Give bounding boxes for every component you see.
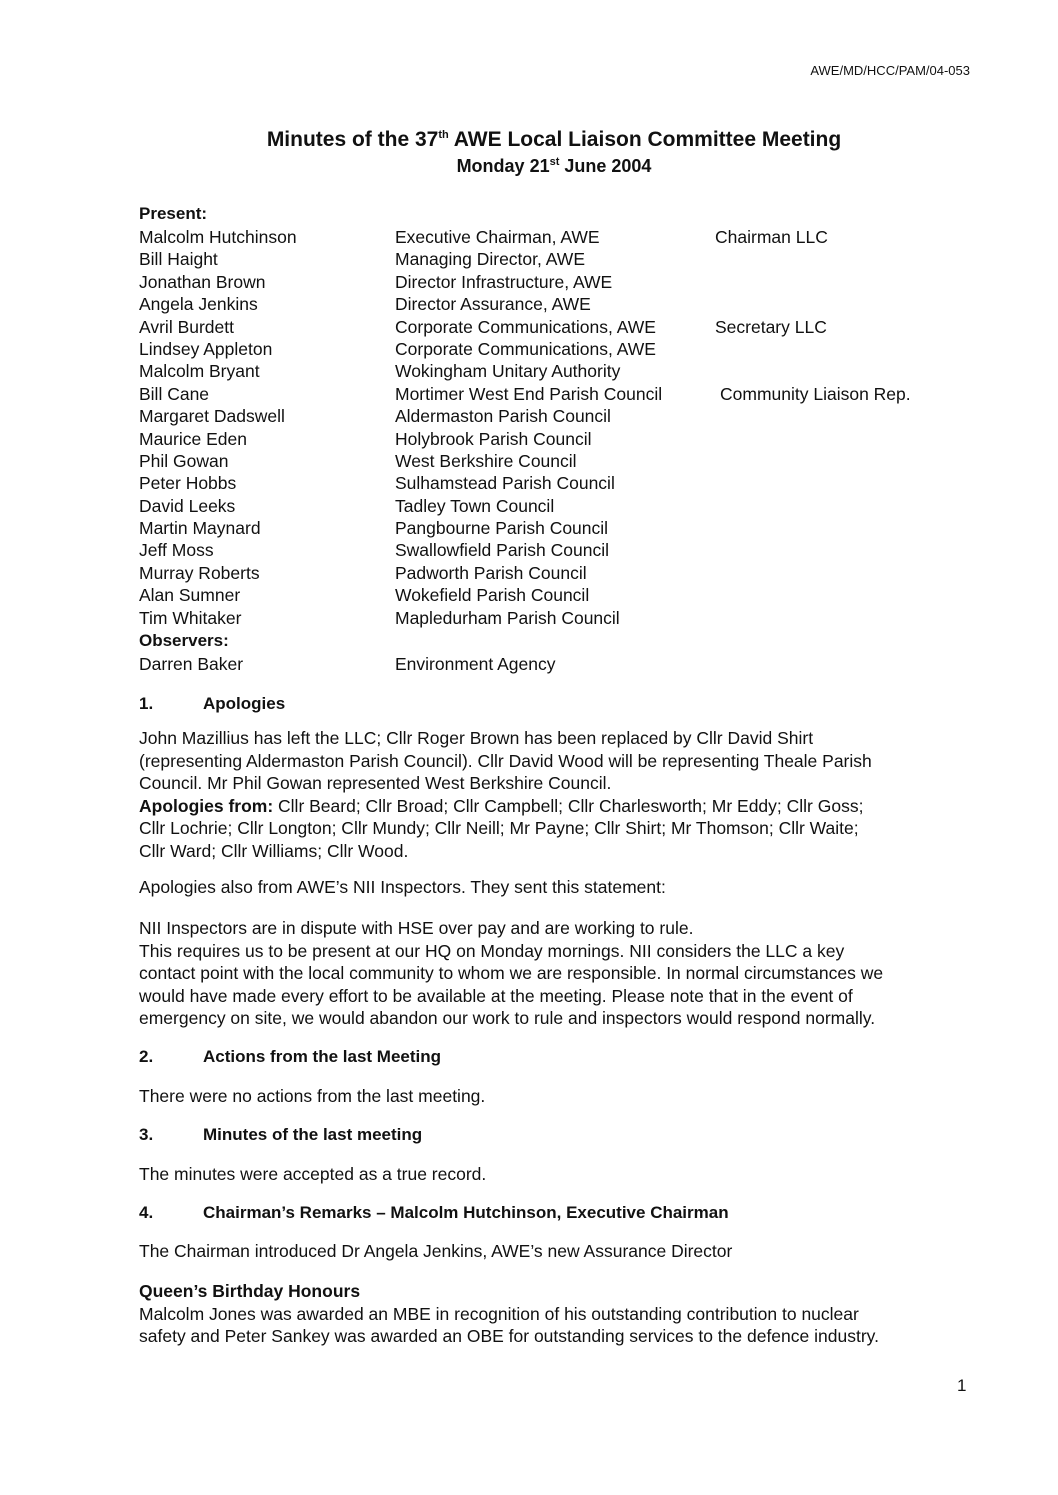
text-line: The minutes were accepted as a true record. bbox=[139, 1164, 487, 1184]
date-prefix: Monday 21 bbox=[456, 156, 550, 176]
section-heading-minutes bbox=[139, 1125, 422, 1145]
apologies-from-label: Apologies from: bbox=[139, 795, 274, 816]
attendee-name: Bill Haight bbox=[139, 249, 218, 270]
attendee-org: Director Assurance, AWE bbox=[395, 294, 591, 315]
attendee-org: Mortimer West End Parish Council bbox=[395, 383, 663, 404]
attendee-org: Corporate Communications, AWE bbox=[395, 338, 656, 359]
attendee-row bbox=[139, 518, 1019, 540]
attendee-row bbox=[139, 272, 1019, 294]
attendee-row bbox=[139, 384, 1019, 406]
section-number: 3. bbox=[139, 1125, 154, 1144]
attendee-name: Phil Gowan bbox=[139, 450, 229, 471]
date-ordinal: st bbox=[549, 156, 560, 168]
text-line: safety and Peter Sankey was awarded an OBE for outstanding services to the defence industry. bbox=[139, 1326, 879, 1346]
section-title: Minutes of the last meeting bbox=[203, 1125, 423, 1144]
attendee-row bbox=[139, 496, 1019, 518]
apologies-from-line bbox=[139, 795, 979, 818]
attendee-row bbox=[139, 361, 1019, 383]
attendee-org: Tadley Town Council bbox=[395, 495, 555, 516]
attendee-org: Holybrook Parish Council bbox=[395, 428, 592, 449]
attendee-role: Chairman LLC bbox=[715, 227, 828, 247]
attendee-role: Community Liaison Rep. bbox=[720, 383, 911, 404]
title-suffix: AWE Local Liaison Committee Meeting bbox=[448, 128, 842, 151]
attendee-org: West Berkshire Council bbox=[395, 450, 577, 471]
attendee-name: David Leeks bbox=[139, 495, 236, 516]
page-title bbox=[0, 128, 1058, 152]
attendee-org: Padworth Parish Council bbox=[395, 562, 587, 583]
attendee-org: Executive Chairman, AWE bbox=[395, 227, 600, 247]
text-line: contact point with the local community to whom we are responsible. In normal circumstances we bbox=[139, 963, 884, 983]
attendee-row bbox=[139, 317, 1019, 339]
attendee-org: Pangbourne Parish Council bbox=[395, 518, 609, 539]
section-title: Chairman’s Remarks – Malcolm Hutchinson, Executive Chairman bbox=[203, 1203, 729, 1222]
section-heading-actions bbox=[139, 1047, 441, 1067]
attendee-org: Wokefield Parish Council bbox=[395, 585, 590, 606]
attendee-name: Angela Jenkins bbox=[139, 294, 258, 315]
attendee-name: Malcolm Bryant bbox=[139, 361, 260, 382]
attendee-row bbox=[139, 429, 1019, 451]
attendee-row bbox=[139, 249, 1019, 271]
minutes-text bbox=[139, 1163, 979, 1186]
observer-row bbox=[139, 654, 1019, 676]
text-line: would have made every effort to be available at the meeting. Please note that in the event of bbox=[139, 985, 853, 1006]
attendee-row bbox=[139, 339, 1019, 361]
attendee-org: Director Infrastructure, AWE bbox=[395, 271, 613, 292]
title-ordinal: th bbox=[438, 129, 449, 141]
text-line: Malcolm Jones was awarded an MBE in recognition of his outstanding contribution to nuclear bbox=[139, 1303, 859, 1324]
page-number: 1 bbox=[957, 1376, 967, 1395]
observer-list bbox=[139, 654, 1019, 676]
apologies-from-names: Cllr Beard; Cllr Broad; Cllr Campbell; Cllr Charlesworth; Mr Eddy; Cllr Goss; bbox=[273, 795, 864, 816]
attendee-org: Swallowfield Parish Council bbox=[395, 540, 609, 561]
text-line: Cllr Ward; Cllr Williams; Cllr Wood. bbox=[139, 840, 409, 861]
text-line: Apologies also from AWE’s NII Inspectors. They sent this statement: bbox=[139, 877, 666, 897]
honours-block bbox=[139, 1280, 979, 1348]
text-line: The Chairman introduced Dr Angela Jenkins, AWE’s new Assurance Director bbox=[139, 1241, 733, 1261]
attendee-row bbox=[139, 540, 1019, 562]
attendee-org: Wokingham Unitary Authority bbox=[395, 361, 621, 382]
attendee-name: Margaret Dadswell bbox=[139, 406, 285, 427]
observers-heading: Observers: bbox=[139, 631, 229, 650]
attendee-row bbox=[139, 608, 1019, 630]
text-line: Cllr Lochrie; Cllr Longton; Cllr Mundy; Cllr Neill; Mr Payne; Cllr Shirt; Mr Thomson; Cllr Waite; bbox=[139, 818, 859, 838]
attendee-list bbox=[139, 227, 1019, 630]
text-line: emergency on site, we would abandon our work to rule and inspectors would respond normally. bbox=[139, 1008, 876, 1028]
attendee-org: Corporate Communications, AWE bbox=[395, 316, 656, 337]
date-suffix: June 2004 bbox=[559, 156, 652, 176]
attendee-name: Alan Sumner bbox=[139, 585, 241, 606]
section-number: 4. bbox=[139, 1203, 154, 1222]
attendee-org: Managing Director, AWE bbox=[395, 249, 585, 270]
section-title: Actions from the last Meeting bbox=[203, 1047, 442, 1066]
attendee-name: Peter Hobbs bbox=[139, 473, 237, 494]
document-reference: AWE/MD/HCC/PAM/04-053 bbox=[810, 63, 970, 78]
attendee-row bbox=[139, 451, 1019, 473]
attendee-org: Mapledurham Parish Council bbox=[395, 607, 620, 628]
text-line: NII Inspectors are in dispute with HSE over pay and are working to rule. bbox=[139, 918, 694, 938]
attendee-org: Aldermaston Parish Council bbox=[395, 406, 611, 427]
attendee-role: Secretary LLC bbox=[715, 316, 827, 337]
attendee-org: Sulhamstead Parish Council bbox=[395, 473, 615, 494]
text-line: Council. Mr Phil Gowan represented West Berkshire Council. bbox=[139, 773, 612, 793]
text-line: (representing Aldermaston Parish Council). Cllr David Wood will be representing Theale Parish bbox=[139, 750, 872, 771]
attendee-name: Jeff Moss bbox=[139, 540, 214, 561]
apologies-paragraph bbox=[139, 727, 979, 862]
nii-apologies-text bbox=[139, 876, 979, 899]
text-line: There were no actions from the last meeting. bbox=[139, 1086, 486, 1106]
observer-org: Environment Agency bbox=[395, 654, 556, 674]
text-line: John Mazillius has left the LLC; Cllr Roger Brown has been replaced by Cllr David Shirt bbox=[139, 728, 814, 748]
attendee-row bbox=[139, 563, 1019, 585]
meeting-date bbox=[0, 156, 1058, 177]
actions-text bbox=[139, 1085, 979, 1108]
attendee-name: Bill Cane bbox=[139, 383, 210, 404]
section-number: 1. bbox=[139, 694, 154, 713]
attendee-name: Malcolm Hutchinson bbox=[139, 227, 297, 247]
attendee-row bbox=[139, 406, 1019, 428]
attendee-name: Maurice Eden bbox=[139, 428, 247, 449]
chairman-text bbox=[139, 1240, 979, 1263]
observer-name: Darren Baker bbox=[139, 654, 244, 674]
section-number: 2. bbox=[139, 1047, 154, 1066]
honours-subheading: Queen’s Birthday Honours bbox=[139, 1281, 361, 1301]
attendee-name: Tim Whitaker bbox=[139, 607, 242, 628]
section-title: Apologies bbox=[203, 694, 286, 713]
title-prefix: Minutes of the 37 bbox=[266, 128, 439, 151]
attendee-row bbox=[139, 227, 1019, 249]
present-heading: Present: bbox=[139, 204, 208, 223]
attendee-name: Murray Roberts bbox=[139, 562, 260, 583]
nii-statement bbox=[139, 917, 979, 1030]
attendee-name: Avril Burdett bbox=[139, 316, 234, 337]
attendee-row bbox=[139, 585, 1019, 607]
attendee-row bbox=[139, 294, 1019, 316]
attendee-name: Martin Maynard bbox=[139, 518, 261, 539]
section-heading-apologies bbox=[139, 694, 285, 714]
text-line: This requires us to be present at our HQ on Monday mornings. NII considers the LLC a key bbox=[139, 940, 845, 961]
section-heading-chairman bbox=[139, 1203, 729, 1223]
attendee-name: Lindsey Appleton bbox=[139, 338, 273, 359]
attendee-row bbox=[139, 473, 1019, 495]
attendee-name: Jonathan Brown bbox=[139, 271, 266, 292]
